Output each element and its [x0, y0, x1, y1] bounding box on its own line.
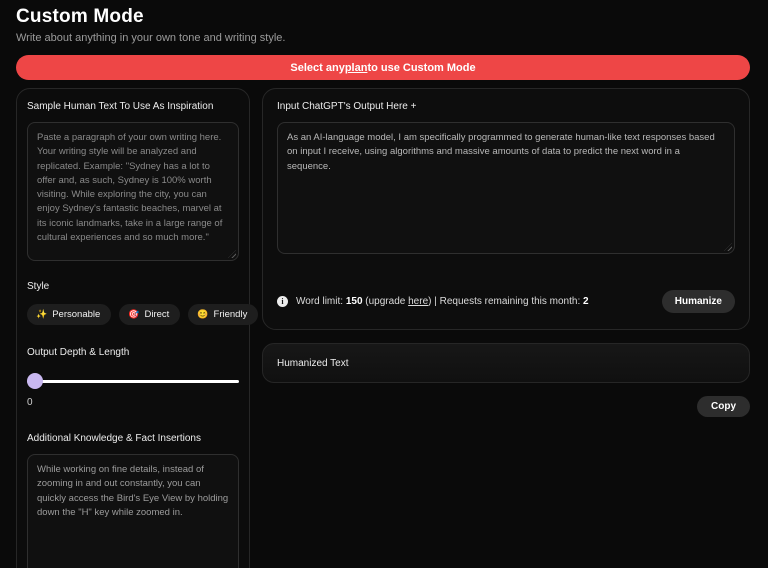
page-subtitle: Write about anything in your own tone and writing style.	[16, 32, 286, 44]
word-limit-row	[277, 290, 735, 317]
target-icon: 🎯	[128, 309, 140, 319]
plan-link[interactable]: plan	[344, 61, 368, 74]
word-limit-value: 150	[345, 296, 363, 307]
humanize-button[interactable]: Humanize	[662, 290, 735, 313]
select-plan-banner[interactable]	[16, 55, 750, 80]
output-depth-label: Output Depth & Length	[27, 347, 130, 358]
word-limit-label: Word limit:	[296, 296, 346, 307]
chatgpt-textarea-wrap	[277, 122, 735, 254]
upgrade-here-link[interactable]: here	[408, 296, 429, 307]
banner-text-prefix: Select any	[290, 61, 345, 74]
right-column	[262, 88, 750, 417]
knowledge-input[interactable]	[27, 454, 239, 568]
sample-textarea-wrap	[27, 122, 239, 261]
humanized-text-panel	[262, 343, 750, 383]
requests-label: ) | Requests remaining this month:	[428, 296, 584, 307]
style-chip-direct[interactable]	[119, 304, 180, 325]
output-depth-value: 0	[27, 397, 33, 408]
sparkles-icon: ✨	[36, 309, 48, 319]
info-icon: i	[277, 296, 288, 307]
settings-panel	[16, 88, 250, 568]
style-chips	[27, 304, 248, 325]
style-label: Style	[27, 281, 50, 292]
slider-thumb[interactable]	[27, 373, 43, 389]
style-chip-friendly[interactable]	[188, 304, 258, 325]
chatgpt-output-label: Input ChatGPT's Output Here +	[277, 101, 417, 112]
chip-label: Friendly	[213, 309, 248, 320]
chip-label: Personable	[52, 309, 101, 320]
main-columns	[16, 88, 750, 568]
copy-button[interactable]: Copy	[697, 396, 750, 417]
chatgpt-output-input[interactable]	[277, 122, 735, 254]
requests-remaining-value: 2	[583, 296, 589, 307]
chip-label: Direct	[144, 309, 170, 320]
banner-text-suffix: to use Custom Mode	[367, 61, 476, 74]
smiley-icon: 😊	[197, 309, 209, 319]
sample-text-input[interactable]	[27, 122, 239, 261]
input-panel	[262, 88, 750, 330]
upgrade-prefix: (upgrade	[362, 296, 409, 307]
slider-track[interactable]	[27, 380, 239, 383]
knowledge-label: Additional Knowledge & Fact Insertions	[27, 433, 201, 444]
word-limit-text	[296, 296, 589, 307]
copy-row	[262, 396, 750, 417]
output-depth-slider[interactable]	[27, 373, 239, 389]
sample-text-label: Sample Human Text To Use As Inspiration	[27, 101, 214, 112]
page-title: Custom Mode	[16, 6, 144, 27]
knowledge-textarea-wrap	[27, 454, 239, 568]
humanized-text-label: Humanized Text	[277, 357, 349, 369]
style-chip-personable[interactable]	[27, 304, 111, 325]
